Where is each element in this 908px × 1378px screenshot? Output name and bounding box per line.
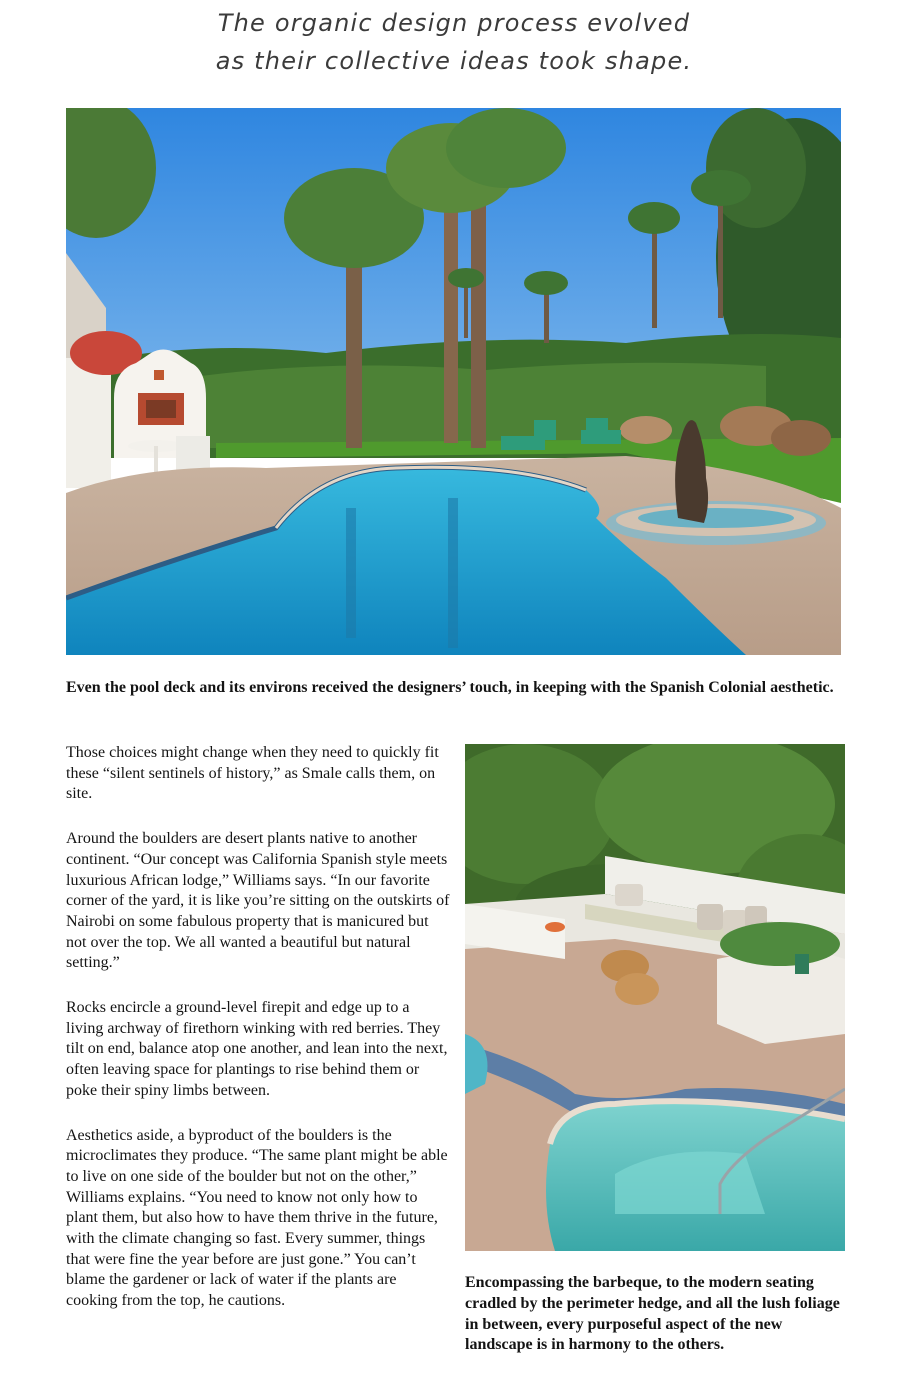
body-paragraph: Aesthetics aside, a byproduct of the boulders is the microclimates they produce. “The same plant might be able to live on one side of the boulder but not on the other,” Williams explains. “You need to know not only how to plant them, but also how to have them thrive in the future, with the climate changing so fast. Every summer, things that were fine the year before are just gone.” You can’t blame the gardener or lack of water if the plants are cooking from the top, he cautions. [66,1126,448,1310]
hero-photo-caption: Even the pool deck and its environs received the designers’ touch, in keeping with the Spanish Colonial aesthetic. [66,679,834,696]
seating-photo-caption: Encompassing the barbeque, to the modern seating cradled by the perimeter hedge, and all the lush foliage in between, every purposeful aspect of the new landscape is in harmony to the others. [465,1274,840,1354]
article-body [66,743,450,1336]
hero-pool-photo [66,108,841,655]
body-paragraph: Around the boulders are desert plants native to another continent. “Our concept was California Spanish style meets luxurious African lodge,” Williams says. “In our favorite corner of the yard, it is like you’re sitting on the outskirts of Nairobi on some fabulous property that is manicured but not over the top. We all wanted a beautiful but natural setting.” [66,830,450,972]
pull-quote-line-2: as their collective ideas took shape. [215,47,693,75]
body-paragraph: Those choices might change when they need to quickly fit these “silent sentinels of history,” as Smale calls them, on site. [66,744,439,803]
pull-quote-line-1: The organic design process evolved [217,9,691,37]
seating-spa-photo [465,744,845,1251]
body-paragraph: Rocks encircle a ground-level firepit and edge up to a living archway of firethorn winking with red berries. They tilt on end, balance atop one another, and lean into the next, often leaving space for plantings to rise behind them or poke their spiny limbs between. [66,999,448,1099]
pull-quote [0,4,908,80]
